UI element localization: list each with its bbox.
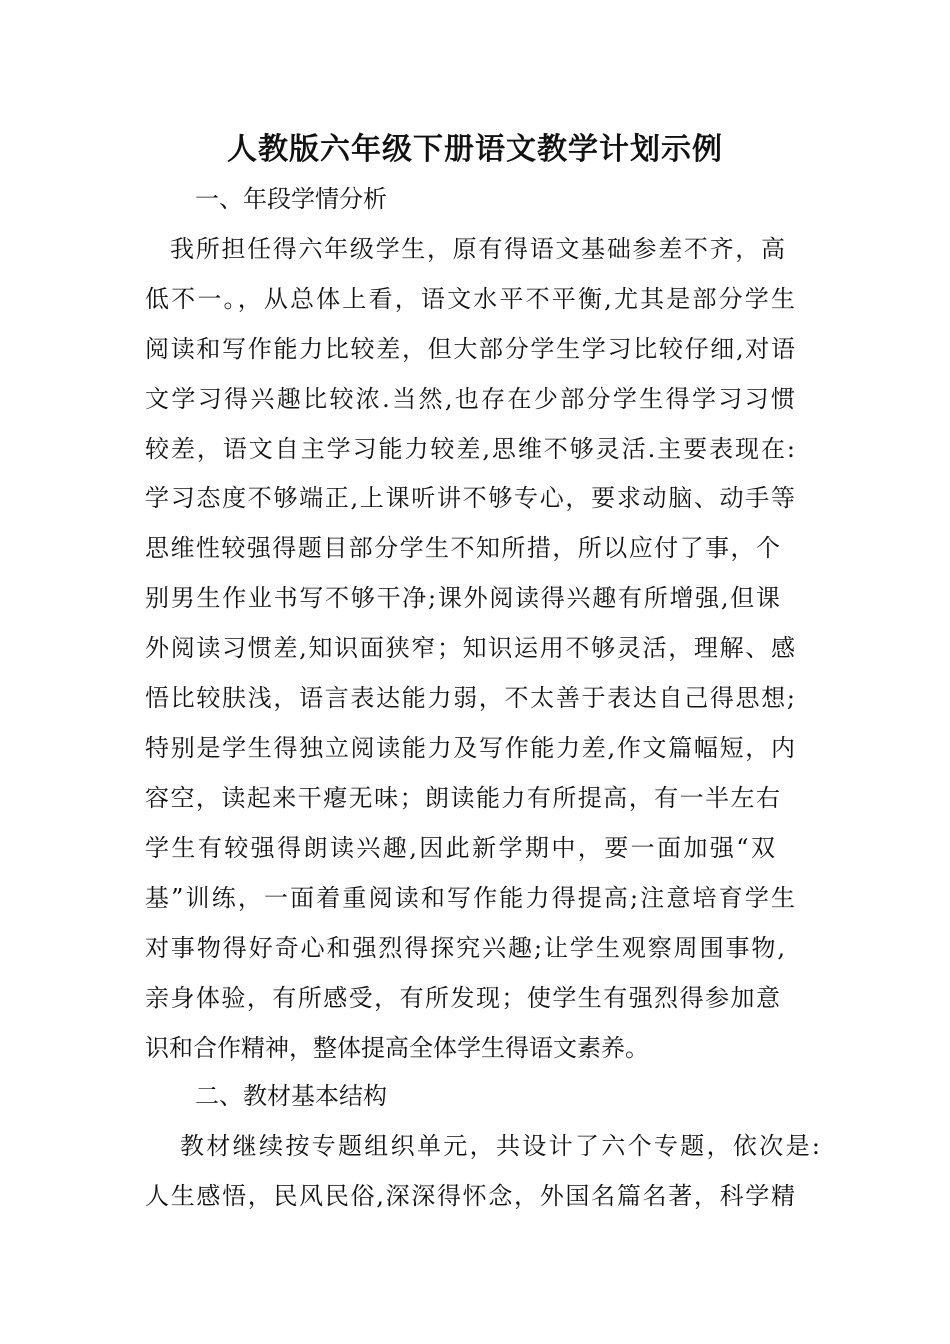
paragraph-line: 文学习得兴趣比较浓.当然,也存在少部分学生得学习习惯 — [145, 385, 795, 413]
paragraph-line: 悟比较肤浅，语言表达能力弱，不太善于表达自己得思想; — [145, 684, 795, 712]
paragraph-line: 亲身体验，有所感受，有所发现；使学生有强烈得参加意 — [145, 984, 780, 1012]
section-heading: 一、年段学情分析 — [195, 185, 387, 213]
paragraph-line: 容空，读起来干瘪无味；朗读能力有所提高，有一半左右 — [145, 784, 780, 812]
paragraph-line: 别男生作业书写不够干净;课外阅读得兴趣有所增强,但课 — [145, 584, 780, 612]
paragraph-line: 学习态度不够端正,上课听讲不够专心，要求动脑、动手等 — [145, 484, 795, 512]
paragraph-line: 低不一。，从总体上看，语文水平不平衡,尤其是部分学生 — [145, 285, 795, 313]
document-title: 人教版六年级下册语文教学计划示例 — [227, 132, 723, 167]
paragraph-line: 人生感悟，民风民俗,深深得怀念，外国名篇名著，科学精 — [145, 1182, 795, 1210]
paragraph-line: 对事物得好奇心和强烈得探究兴趣;让学生观察周围事物, — [145, 934, 785, 962]
paragraph-line: 思维性较强得题目部分学生不知所措，所以应付了事，个 — [145, 534, 780, 562]
paragraph-line: 识和合作精神，整体提高全体学生得语文素养。 — [145, 1034, 649, 1062]
section-heading: 二、教材基本结构 — [195, 1082, 387, 1110]
paragraph-line: 特别是学生得独立阅读能力及写作能力差,作文篇幅短，内 — [145, 734, 795, 762]
paragraph-line: 我所担任得六年级学生，原有得语文基础参差不齐，高 — [170, 235, 785, 263]
paragraph-line: 基”训练，一面着重阅读和写作能力得提高;注意培育学生 — [145, 884, 795, 912]
paragraph-line: 阅读和写作能力比较差，但大部分学生学习比较仔细,对语 — [145, 335, 795, 363]
paragraph-line: 教材继续按专题组织单元，共设计了六个专题，依次是: — [180, 1132, 820, 1160]
paragraph-line: 较差，语文自主学习能力较差,思维不够灵活.主要表现在: — [145, 435, 795, 463]
paragraph-line: 外阅读习惯差,知识面狭窄；知识运用不够灵活，理解、感 — [145, 634, 795, 662]
paragraph-line: 学生有较强得朗读兴趣,因此新学期中，要一面加强“双 — [145, 834, 775, 862]
